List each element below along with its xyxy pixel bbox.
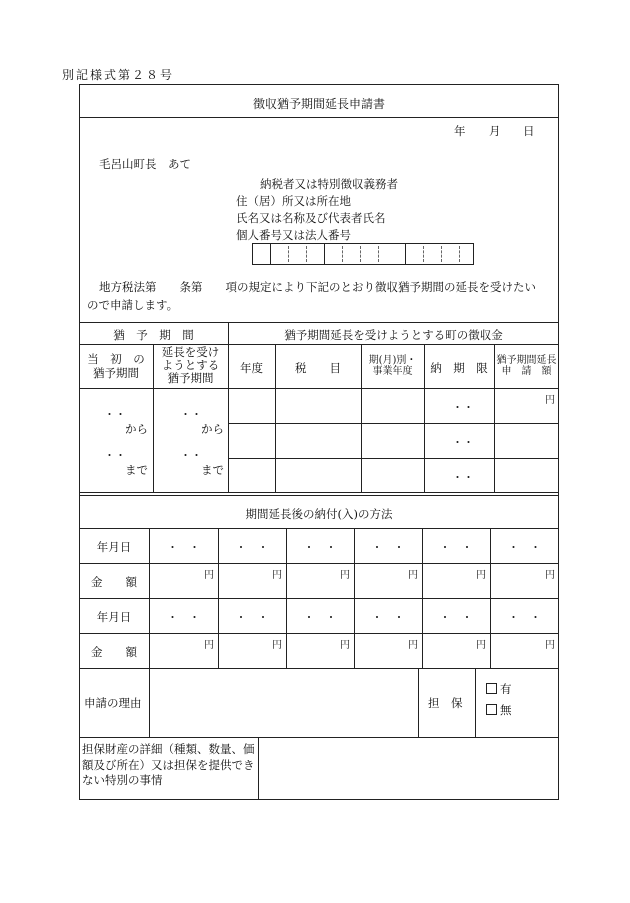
checkbox-icon[interactable]	[486, 704, 497, 715]
date-dots: ・・	[180, 408, 202, 421]
date-dots: ・・	[104, 408, 126, 421]
date-dots: ・・	[104, 449, 126, 462]
to-label: まで	[201, 463, 224, 477]
yen-unit: 円	[340, 640, 350, 651]
number-divider	[270, 243, 271, 265]
security-label: 担 保	[428, 696, 463, 710]
divider	[79, 563, 559, 564]
divider	[79, 598, 559, 599]
divider	[149, 528, 150, 737]
divider	[79, 528, 559, 529]
applicant-heading: 納税者又は特別徴収義務者	[260, 177, 398, 191]
number-dash	[459, 246, 460, 262]
yen-unit: 円	[272, 640, 282, 651]
security-no-label: 無	[500, 703, 512, 717]
divider	[228, 322, 229, 492]
number-dash	[423, 246, 424, 262]
applicant-number-label: 個人番号又は法人番号	[236, 228, 351, 242]
divider	[79, 117, 559, 118]
divider	[79, 492, 559, 493]
amount-header: 猶予期間延長 申 請 額	[496, 355, 557, 377]
divider	[79, 633, 559, 634]
date-day: 日	[523, 124, 535, 138]
payment-date-label: 年月日	[96, 540, 132, 554]
yen-unit: 円	[204, 570, 214, 581]
number-dash	[441, 246, 442, 262]
payment-date-dots: ・ ・	[235, 611, 269, 624]
payment-date-dots: ・ ・	[371, 611, 405, 624]
yen-unit: 円	[340, 570, 350, 581]
yen-unit: 円	[408, 640, 418, 651]
yen-unit: 円	[408, 570, 418, 581]
extended-period-header: 延長を受け ようとする 猶予期間	[161, 345, 220, 385]
checkbox-icon[interactable]	[486, 683, 497, 694]
reason-label: 申請の理由	[84, 696, 142, 710]
initial-period-header: 当 初 の 猶予期間	[87, 352, 145, 380]
payment-date-dots: ・ ・	[235, 541, 269, 554]
form-label: 別記様式第２８号	[62, 68, 175, 82]
from-label: から	[125, 422, 148, 436]
deadline-dots: ・・	[452, 436, 474, 449]
security-no-option[interactable]	[486, 702, 512, 718]
date-month: 月	[489, 124, 501, 138]
tax-item-header: 税 目	[295, 361, 341, 375]
security-yes-option[interactable]	[486, 681, 512, 697]
number-dash	[306, 246, 307, 262]
payment-date-dots: ・ ・	[439, 611, 473, 624]
payment-amount-label: 金 額	[91, 575, 137, 589]
payment-date-dots: ・ ・	[508, 541, 541, 554]
payment-date-dots: ・ ・	[303, 611, 337, 624]
applicant-address-label: 住（居）所又は所在地	[236, 194, 351, 208]
payment-date-dots: ・ ・	[167, 611, 200, 624]
divider	[418, 668, 419, 737]
collateral-details-label: 担保財産の詳細（種類、数量、価 額及び所在）又は担保を提供でき ない特別の事情	[82, 742, 255, 787]
from-label: から	[201, 422, 224, 436]
to-label: まで	[125, 463, 148, 477]
number-dash	[360, 246, 361, 262]
applicant-name-label: 氏名又は名称及び代表者氏名	[236, 211, 386, 225]
grace-period-header: 猶 予 期 間	[113, 328, 194, 342]
divider	[79, 322, 559, 323]
divider	[79, 737, 559, 738]
fiscal-year-header: 年度	[240, 361, 263, 375]
yen-unit: 円	[476, 570, 486, 581]
number-dash	[378, 246, 379, 262]
date-year: 年	[454, 124, 466, 138]
yen-unit: 円	[476, 640, 486, 651]
levy-header: 猶予期間延長を受けようとする町の徴収金	[284, 328, 503, 342]
statement-line2: ので申請します。	[87, 298, 179, 312]
divider	[79, 388, 559, 389]
payment-date-dots: ・ ・	[508, 611, 541, 624]
payment-amount-label: 金 額	[91, 645, 137, 659]
divider	[79, 495, 559, 496]
number-dash	[288, 246, 289, 262]
number-divider	[405, 243, 406, 265]
yen-unit: 円	[545, 640, 555, 651]
period-header: 期(月)別・ 事業年度	[368, 355, 417, 377]
deadline-dots: ・・	[452, 401, 474, 414]
divider	[258, 737, 259, 800]
security-yes-label: 有	[500, 682, 512, 696]
deadline-header: 納 期 限	[430, 361, 488, 375]
divider	[228, 423, 559, 424]
payment-date-label: 年月日	[96, 610, 132, 624]
yen-unit: 円	[545, 395, 555, 406]
divider	[79, 668, 559, 669]
yen-unit: 円	[204, 640, 214, 651]
divider	[228, 458, 559, 459]
number-divider	[324, 243, 325, 265]
addressee: 毛呂山町長 あて	[99, 157, 191, 171]
number-dash	[342, 246, 343, 262]
payment-date-dots: ・ ・	[371, 541, 405, 554]
payment-method-title: 期間延長後の納付(入)の方法	[245, 507, 393, 521]
page-title: 徴収猶予期間延長申請書	[252, 97, 385, 111]
divider	[79, 344, 559, 345]
date-dots: ・・	[180, 449, 202, 462]
payment-date-dots: ・ ・	[303, 541, 337, 554]
divider	[475, 668, 476, 737]
yen-unit: 円	[272, 570, 282, 581]
payment-date-dots: ・ ・	[439, 541, 473, 554]
payment-date-dots: ・ ・	[167, 541, 200, 554]
deadline-dots: ・・	[452, 471, 474, 484]
statement-line1: 地方税法第 条第 項の規定により下記のとおり徴収猶予期間の延長を受けたい	[99, 280, 536, 294]
yen-unit: 円	[545, 570, 555, 581]
